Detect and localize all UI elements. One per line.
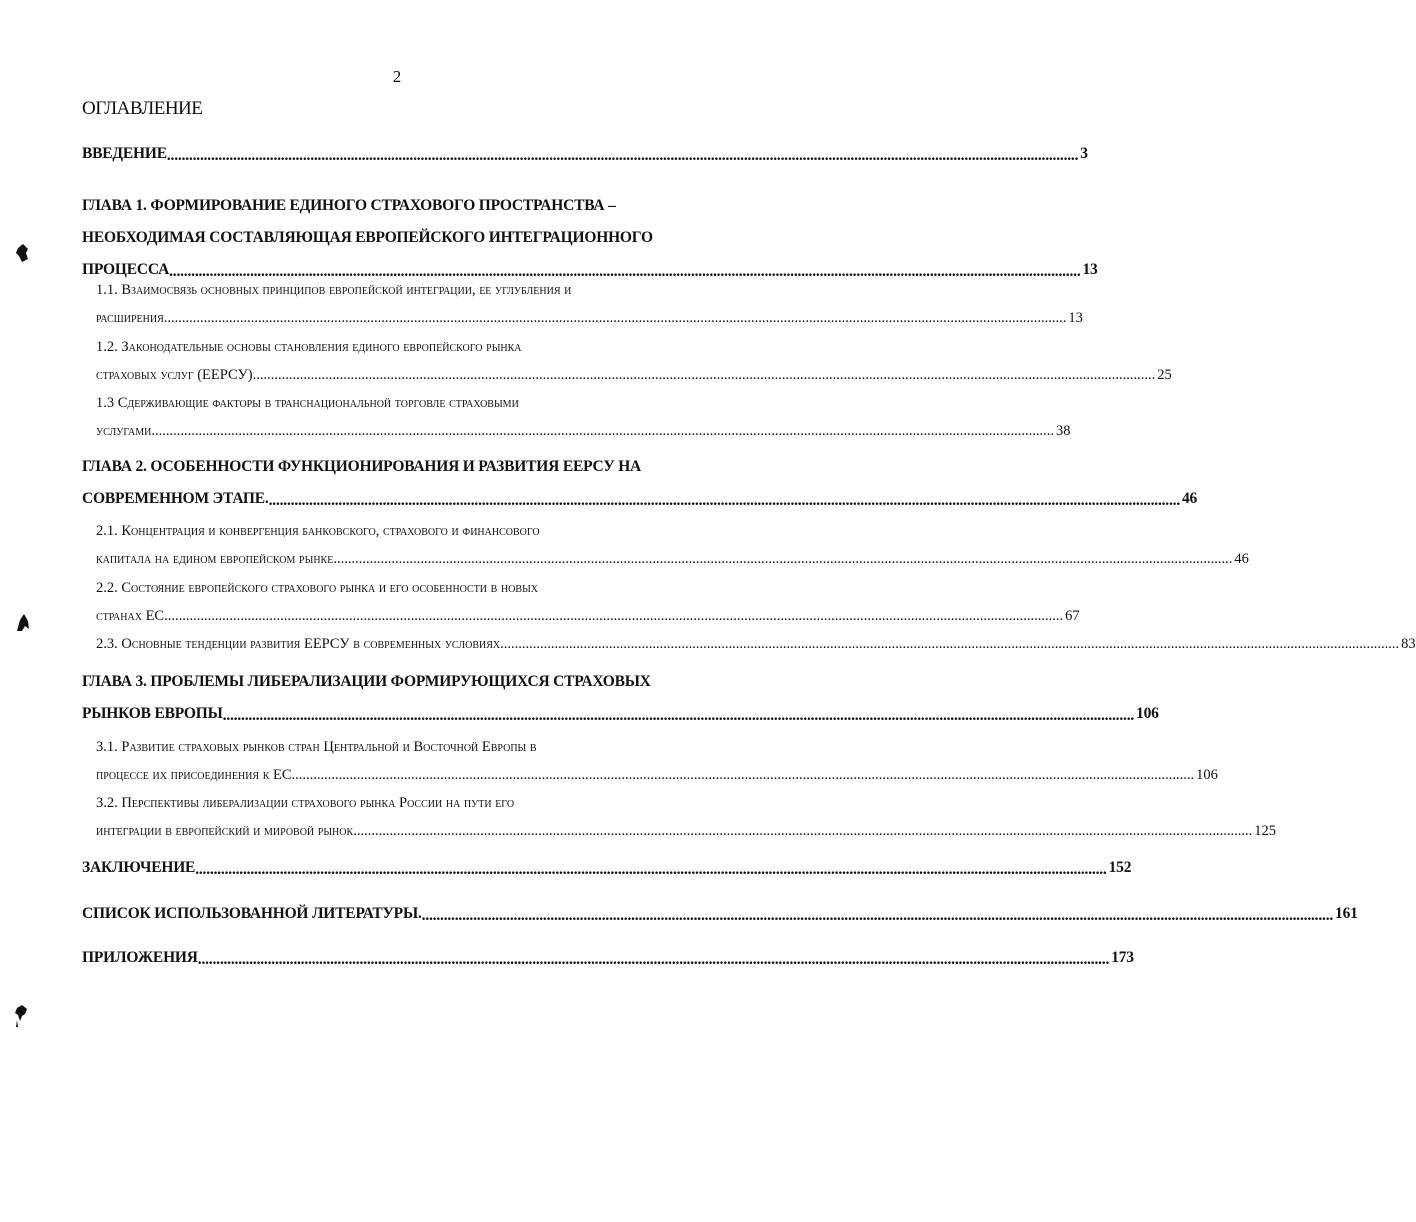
dot-leader: ........................................................................................................................................................................................................................................................ [256,367,1156,383]
entry-text: СОВРЕМЕННОМ ЭТАПЕ. [82,490,269,507]
entry-page: 106 [1196,767,1218,783]
toc-entry-section-2-2[interactable] [96,574,1080,630]
toc-entry-chapter-2[interactable] [82,451,1198,515]
toc-entry-appendix[interactable] [82,942,1134,974]
entry-text: расширения. [96,310,168,326]
entry-text: 1.1. Взаимосвязь основных принципов европейской интеграции, ее углубления и [96,282,572,298]
entry-text: СПИСОК ИСПОЛЬЗОВАННОЙ ЛИТЕРАТУРЫ. [82,905,422,922]
toc-entry-conclusion[interactable] [82,852,1132,884]
entry-page: 13 [1068,310,1083,326]
entry-text: страховых услуг (ЕЕРСУ). [96,367,257,383]
entry-text: 1.3 Сдерживающие факторы в транснациональной торговле страховыми [96,395,519,411]
entry-page: 67 [1065,608,1080,624]
toc-title: ОГЛАВЛЕНИЕ [82,98,203,119]
dot-leader: ........................................................................................................................................................................................................................................................ [353,823,1253,839]
toc-entry-references[interactable] [82,898,1358,930]
entry-page: 46 [1234,551,1249,567]
entry-text: 3.2. Перспективы либерализации страхового рынка России на пути его [96,795,515,811]
entry-text: ВВЕДЕНИЕ [82,145,167,162]
entry-page: 25 [1157,367,1172,383]
dot-leader: ........................................................................................................................................................................................................................................................ [195,861,1107,878]
entry-text: ЗАКЛЮЧЕНИЕ [82,859,196,876]
toc-entry-introduction[interactable] [82,138,1088,170]
entry-text: капитала на едином европейском рынке [96,551,334,567]
entry-text: 2.2. Состояние европейского страхового рынка и его особенности в новых [96,580,539,596]
entry-text: РЫНКОВ ЕВРОПЫ [82,705,223,722]
entry-text: ПРОЦЕССА [82,261,170,278]
toc-entry-section-1-1[interactable] [96,276,1083,332]
entry-page: 161 [1335,905,1358,922]
entry-text: процессе их присоединения к ЕС. [96,767,296,783]
toc-entry-section-2-3[interactable] [96,630,1416,658]
entry-page: 152 [1108,859,1132,876]
dot-leader: ........................................................................................................................................................................................................................................................ [295,767,1195,783]
toc-entry-section-3-1[interactable] [96,733,1218,789]
entry-page: 173 [1111,949,1134,966]
entry-text: услугами. [96,423,156,439]
scan-mark-bottom [14,1005,28,1032]
page-number: 2 [392,67,402,86]
entry-text: 2.1. Концентрация и конвергенция банковского, страхового и финансового [96,523,540,539]
dot-leader: ........................................................................................................................................................................................................................................................ [421,907,1334,924]
entry-text: НЕОБХОДИМАЯ СОСТАВЛЯЮЩАЯ ЕВРОПЕЙСКОГО ИНТЕГРАЦИОННОГО [82,229,653,246]
dot-leader: ........................................................................................................................................................................................................................................................ [333,551,1233,567]
entry-page: 13 [1082,261,1098,278]
toc-entry-section-1-3[interactable] [96,389,1071,445]
entry-page: 125 [1254,823,1276,839]
toc-entry-section-3-2[interactable] [96,789,1276,845]
dot-leader: ........................................................................................................................................................................................................................................................ [222,707,1135,724]
entry-text: 2.3. Основные тенденции развития ЕЕРСУ в современных условиях [96,636,501,652]
dot-leader: ........................................................................................................................................................................................................................................................ [500,636,1400,652]
entry-text: ГЛАВА 1. ФОРМИРОВАНИЕ ЕДИНОГО СТРАХОВОГО ПРОСТРАНСТВА – [82,197,616,214]
dot-leader: ........................................................................................................................................................................................................................................................ [155,423,1055,439]
entry-text: 3.1. Развитие страховых рынков стран Центральной и Восточной Европы в [96,739,537,755]
entry-text: ПРИЛОЖЕНИЯ [82,949,198,966]
dot-leader: ........................................................................................................................................................................................................................................................ [164,608,1064,624]
dot-leader: ........................................................................................................................................................................................................................................................ [169,263,1081,280]
dot-leader: ........................................................................................................................................................................................................................................................ [197,951,1110,968]
dot-leader: ........................................................................................................................................................................................................................................................ [166,147,1079,164]
entry-text: ГЛАВА 2. ОСОБЕННОСТИ ФУНКЦИОНИРОВАНИЯ И РАЗВИТИЯ ЕЕРСУ НА [82,458,642,475]
entry-text: странах ЕС [96,608,165,624]
entry-page: 3 [1080,145,1088,162]
scan-mark-middle [16,614,30,637]
scan-mark-top [16,244,30,267]
entry-page: 46 [1182,490,1198,507]
entry-page: 83 [1401,636,1416,652]
entry-page: 106 [1136,705,1159,722]
toc-entry-section-2-1[interactable] [96,517,1249,573]
entry-text: интеграции в европейский и мировой рынок [96,823,354,839]
toc-entry-chapter-3[interactable] [82,666,1159,730]
dot-leader: ........................................................................................................................................................................................................................................................ [268,492,1180,509]
toc-entry-section-1-2[interactable] [96,333,1172,389]
entry-text: 1.2. Законодательные основы становления единого европейского рынка [96,339,522,355]
toc-entry-chapter-1[interactable] [82,190,1098,286]
dot-leader: ........................................................................................................................................................................................................................................................ [167,310,1067,326]
entry-text: ГЛАВА 3. ПРОБЛЕМЫ ЛИБЕРАЛИЗАЦИИ ФОРМИРУЮЩИХСЯ СТРАХОВЫХ [82,673,651,690]
entry-page: 38 [1056,423,1071,439]
